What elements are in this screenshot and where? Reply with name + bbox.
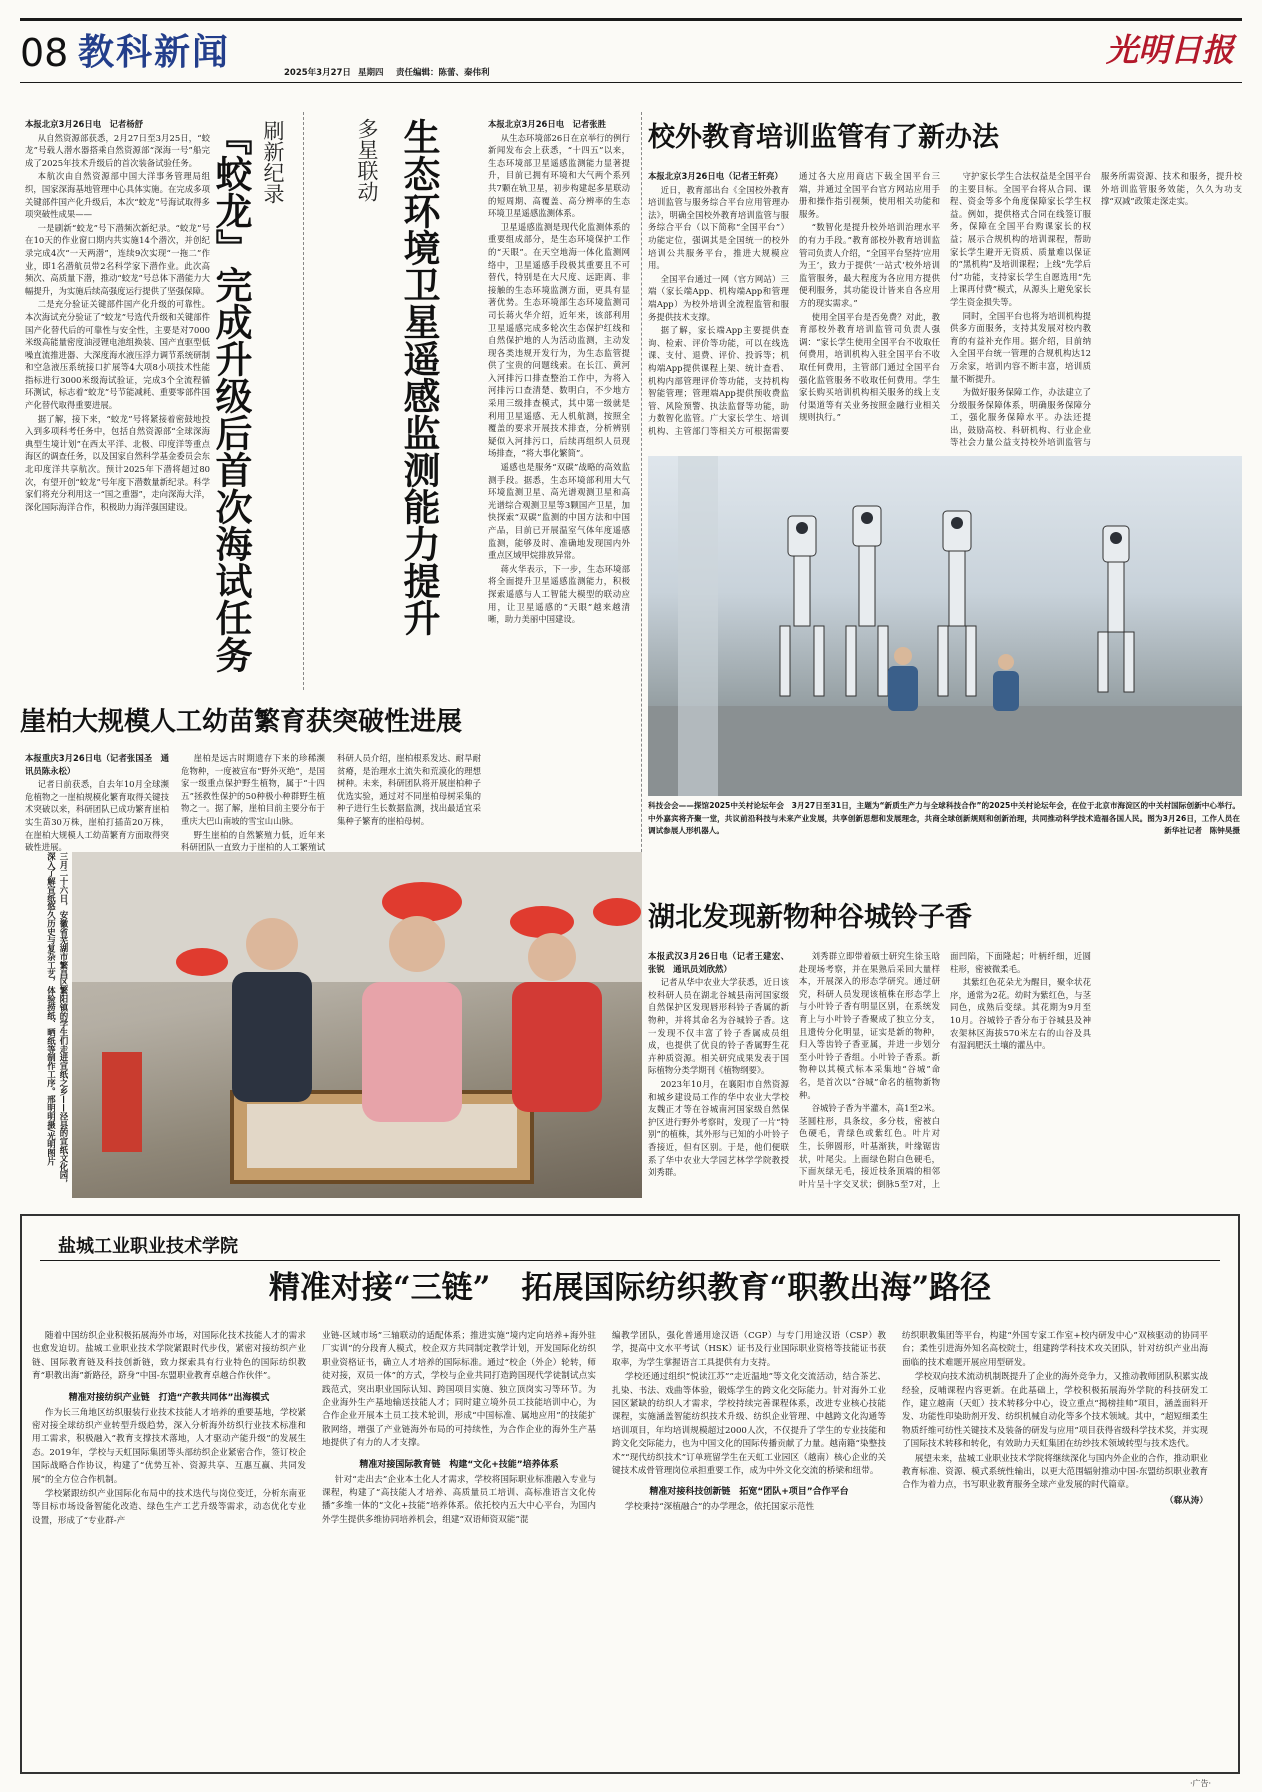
advertorial-para: 学校双向技术流动机制既提升了企业的海外竞争力，又推动教师团队积累实战经验，反哺课程内容更新。在此基础上，学校积极拓展海外学院的科技研发工作，建立越南（天虹）技术转移分中心，设立重点“揭榜挂帅”项目，涵盖面料开发、功能性印染助剂开发、纺织机械自动化等多个技术领域。其中，“超短细柔生物质纤维可纺性关键技术及装备的研发与应用”项目获得省级科学技术奖，并实现了国际技术转移和转化，有效助力天虹集团在纺纱技术领域转型与技术迭代。: [902, 1372, 1208, 1450]
advertorial-para: 学校还通过组织“悦读江苏”“走近温地”等文化交流活动，结合茶艺、扎染、书法、戏曲等体验，锻炼学生的跨文化交际能力。针对海外工业园区紧缺的纺织人才需求，学校持续完善课程体系，改进专业核心技能课程，实施涵盖智能纺织技术升级、纺织企业管理、中越跨文化沟通等培训项目，年均培训规模超过2000人次，不仅提升了学生的专业技能和跨文化交际能力，也为中国文化的国际传播贡献了力量。越南籍“染整技术”“现代纺织技术”订单班留学生在天虹工业园区（越南）核心企业的关键技术成骨管理岗位承担重要工作，成为中外文化交流的桥梁和纽带。: [612, 1372, 886, 1477]
education-para: “数智化是提升校外培训治理水平的有力手段。”教育部校外教育培训监管司负责人介绍，“全国平台坚持‘应用为王’，致力于提供‘一站式’校外培训监管服务，最大程度为各应用方提供便利服务，其功能设计皆来自各应用方的现实需求。”: [799, 222, 940, 308]
hubei-para: 刘秀群立即带着硕士研究生徐玉晗赴现场考察，并在果熟后采回大量样本，开展深入的形态学研究。通过研究，科研人员发现该植株在形态学上与小叶铃子香有明显区别，在系统发育上与小叶铃子香聚成了独立分支，且遗传分化明显，证实是新的物种，归入等齿铃子香亚属，并进一步划分至小叶铃子香组。小叶铃子香系。新物种以其模式标本采集地“谷城”命名，是首次以“谷城”命名的植物新物种。: [799, 951, 940, 1100]
advertorial-subhead-1: 精准对接纺织产业链 打造“产教共同体”出海模式: [68, 1392, 270, 1403]
section-title: 教科新闻: [78, 32, 231, 73]
paper-caption-text: 三月二十六日，安徽省芜湖市繁昌区繁阳镇的学生们走进宣纸之乡——泾县的宣纸文化园，深入了解宣纸悠久历史与复杂工艺，体验捞纸、晒纸等制作工序。: [46, 852, 69, 1188]
jiaolong-para: 二是充分验证关键部件国产化升级的可靠性。本次海试充分验证了“蛟龙”号选代升级和关键部件国产化替代后的可靠性与安全性，主要是对7000米级高能量密度油浸锂电池组换装、国产直驱型低噪直流推进器、大深度海水液压浮力调节系统研制和空急液压系统接口扩展等4大项8小项技术性能指标进行3000米级海试验证，完成3个全流程循环测试，标志着“蛟龙”号节能减耗、重要零部件国产化替代取得重要进展。: [25, 299, 210, 411]
satellite-para: 蒋火华表示，下一步，生态环境部将全面提升卫星遥感监测能力，积极探索遥感与人工智能大模型的联动应用，让卫星遥感的“天眼”越来越清晰，助力美丽中国建设。: [488, 563, 630, 625]
hubei-para: 记者从华中农业大学获悉，近日该校科研人员在湖北谷城县南河国家级自然保护区发现唇形科铃子香属的新物种，并将其命名为谷城铃子香。这一发现不仅丰富了铃子香属成员组成，也提供了优良的铃子香属野生花卉种质资源。相关研究成果发表于国际植物分类学期刊《植物纲要》。: [648, 977, 789, 1076]
advertorial-col-1: [32, 1330, 306, 1529]
robot-credit: 新华社记者 陈钟昊摄: [1164, 826, 1240, 835]
hubei-body: [648, 950, 1242, 1200]
hubei-para: 其紫红色花朵尤为醒目，聚伞状花序，通常为2花。幼时为紫红色，与茎同色，成熟后变绿。其花期为9月至10月。谷城铃子香分布于谷城县及神农架林区海拔570米左右的山谷及具有湿润肥沃土壤的灌丛中。: [950, 977, 1091, 1051]
advertorial-para: 纺织职教集团等平台，构建“外国专家工作室+校内研发中心”双核驱动的协同平台；柔性引进海外知名高校院士，组建跨学科技术攻关团队，针对纺织产业出海面临的技术难题开展应用型研发。: [902, 1331, 1208, 1368]
advertorial-para: 作为长三角地区纺织服装行业技术技能人才培养的重要基地，学校紧密对接全球纺织产业转型升级趋势，深入分析海外纺织行业技术标准和用工需求，积极融入“教育支撑技术落地，人才驱动产能升级”的发展生态。2019年，学校与天虹国际集团等头部纺织企业紧密合作，签订校企国际战略合作协议，构建了“优势互补、资源共享、互惠互赢、共同发展”的全方位合作机制。: [32, 1407, 306, 1485]
jiaolong-para: 从自然资源部获悉，2月27日至3月25日，“蛟龙”号载人潜水器搭乘自然资源部“深海一号”船完成了2025年技术升级后的首次装备试验任务。: [25, 132, 210, 168]
robot-caption: [648, 800, 1240, 838]
column-divider: [641, 112, 642, 872]
yabai-para: 崖柏是远古时期遗存下来的珍稀濒危物种，一度被宣布“野外灭绝”，是国家一级重点保护野生植物，属于“十四五”拯救性保护的50种极小种群野生植物之一。据了解，崖柏目前主要分布于重庆大巴山南坡的雪宝山山脉。: [181, 753, 325, 826]
education-para: 全国平台通过一网（官方网站）三端（家长端App、机构端App和管理端App）为校外培训全流程监管和服务提供技术支撑。: [648, 273, 789, 322]
advertorial-subhead-3: 精准对接科技创新链 拓宽“团队+项目”合作平台: [649, 1487, 849, 1498]
advertorial-author: （郗从涛）: [1165, 1495, 1208, 1506]
ad-mark: ·广告·: [1190, 1779, 1212, 1788]
education-para: 近日，教育部出台《全国校外教育培训监管与服务综合平台应用管理办法》，明确全国校外教育培训监管与服务综合平台（以下简称“全国平台”）功能定位，强调其是全国统一的校外培训公共服务平台，推进大规模应用。: [648, 184, 789, 271]
editors: 责任编辑：陈蕾、秦伟利: [396, 68, 490, 78]
advertorial-para: 学校秉持“深植融合”的办学理念，依托国家示范性: [624, 1502, 815, 1513]
issue-weekday: 星期四: [358, 68, 384, 78]
advertorial-para: 学校紧跟纺织产业国际化布局中的技术迭代与岗位变迁，分析东南亚等目标市场设备智能化改造、绿色生产工艺升级等需求，动态优化专业设置，形成了“专业群-产: [32, 1489, 306, 1526]
page-number: 08: [20, 31, 69, 75]
hubei-dateline: 本报武汉3月26日电（记者王建宏、张锐 通讯员刘欣然）: [648, 951, 789, 974]
jiaolong-para: 一是刷新“蛟龙”号下潜频次新纪录。“蛟龙”号在10天的作业窗口期内共实施14个潜次，并创纪录完成4次“一天两潜”，连续9次实现“一拖二”作业，即1名潜航员带2名科学家下潜作业。此次高频次、高质量下潜，推动“蛟龙”号总体下潜能力大幅提升，为实施后续高强度运行提供了坚强保障。: [25, 222, 210, 296]
robot-photo-illustration: [648, 456, 1242, 796]
satellite-para: 遥感也是服务“双碳”战略的高效监测手段。据悉，生态环境部利用大气环境监测卫星、高光谱观测卫星和高光谱综合观测卫星等3颗国产卫星，加快探索“双碳”监测的中国方法和中国产品，目前已开展温室气体年度遥感监测，能够及时、准确地发现国内外重点区域甲烷排放异常。: [488, 462, 630, 561]
jiaolong-kicker: 刷新纪录: [261, 120, 285, 204]
education-para: 据了解，家长端App主要提供查询、检索、评价等功能，可以在线选课、支付、退费、评价、投诉等；机构端App提供课程上架、统计查看、机构内部管理评价等功能，支持机构智能管理；管理端App提供预收费监管、风险预警、执法监督等功能，助力数智化监管。广大家长学生、培训机构、主管部门等相关方可根据需要通过各大应用商店下载全国平台三端，并通过全国平台官方网站应用手册和操作指引视频，使用相关功能和服务。: [648, 171, 940, 436]
advertorial-subhead-2: 精准对接国际教育链 构建“文化+技能”培养体系: [359, 1459, 559, 1470]
satellite-para: 卫星遥感监测是现代化监测体系的重要组成部分，是生态环境保护工作的“天眼”。在天空地海一体化监测网络中，卫星遥感手段极其重要且不可替代，特别是在大尺度、远距离、非接触的生态环境监测方面，更具有显著优势。生态环境部生态环境监测司司长蒋火华介绍，近年来，该部利用卫星遥感完成多轮次生态保护红线和自然保护地的人为活动监测，主动发现各类违规开发行为，为生态监管提供了宝贵的问题线索。在长江、黄河入河排污口排查整治工作中，为将入河排污口查清楚、数明白，不少地方采用三级排查模式，其中第一级就是利用卫星遥感、无人机航测，按照全覆盖的要求开展技术排查，分析辨别疑似入河排污口，后续再组织人员现场排查，“将大事化繁简”。: [488, 221, 630, 459]
robot-caption-text: 科技会会——探馆2025中关村论坛年会 3月27日至31日，主题为“新质生产力与全球科技合作”的2025中关村论坛年会，在位于北京市海淀区的中关村国际创新中心举行。中外嘉宾将齐聚一堂，共议前沿科技与未来产业发展，共享创新思想和发展理念，共商全球创新规则和创新治理，共同推动科学技术造福各国人民。图为3月26日，工作人员在调试参展人形机器人。: [648, 801, 1240, 835]
yabai-para: 野生崖柏的自然繁殖力低，近年来科研团队一直致力于崖柏的人工繁殖试 科研人员介绍，崖柏根系发达、耐旱耐贫瘠，是治理水土流失和荒漠化的理想树种。未来，科研团队将开展崖柏种子优选实验，通过对不同崖柏母树采集的种子进行生长数据监测，找出最适宜采集种子繁育的崖柏母树。: [181, 753, 481, 853]
top-rule: [20, 18, 1242, 21]
education-para: 使用全国平台是否免费？对此，教育部校外教育培训监管司负责人强调：“家长学生使用全国平台不收取任何费用，培训机构入驻全国平台不收取任何费用，主管部门通过全国平台强化监管服务不收取任何费用。学生家长购买培训机构相关服务的线上支付渠道等有关业务按照金融行业相关规则执行。”: [799, 311, 940, 423]
advertorial-col-2: [322, 1330, 596, 1528]
yabai-dateline: 本报重庆3月26日电（记者张国圣 通讯员陈永松）: [25, 753, 169, 776]
robot-photo: [648, 456, 1242, 796]
advertorial-col-4: [902, 1330, 1208, 1506]
newspaper-logo: 光明日报: [1106, 31, 1235, 69]
column-divider: [303, 112, 304, 690]
satellite-headline: 生态环境卫星遥感监测能力提升: [397, 118, 440, 636]
jiaolong-dateline: 本报北京3月26日电 记者杨舒: [25, 119, 143, 129]
jiaolong-para: 据了解，接下来，“蛟龙”号将紧接着密鼓地投入到多项科考任务中，包括自然资源部“全球深海典型生境计划”在西太平洋、北极、印度洋等重点海区的调查任务，以及国家自然科学基金委员会东北印度洋共享航次。预计2025年下潜将超过80次，有望开创“蛟龙”号年度下潜数量新纪录。科学家们将充分利用这一“国之重器”，走向深海大洋，深化国际海洋合作，积极助力海洋强国建设。: [25, 413, 210, 512]
header-rule: [20, 82, 1242, 83]
advertorial-col-3: [612, 1330, 886, 1516]
paper-caption: [20, 852, 70, 1192]
satellite-kicker: 多星联动: [355, 118, 379, 202]
paper-credit: 邢明明摄/光明图片: [46, 1095, 57, 1166]
jiaolong-headline: 『蛟龙』完成升级后首次海试任务: [209, 118, 252, 673]
school-name: 盐城工业职业技术学院: [58, 1236, 238, 1257]
satellite-dateline: 本报北京3月26日电 记者张胜: [488, 119, 606, 129]
advertorial-para: 编教学团队，强化普通用途汉语（CGP）与专门用途汉语（CSP）教学，提高中文水平考试（HSK）证书及行业国际职业资格等技能证书获取率，为学生掌握语言工具提供有力支持。: [612, 1331, 886, 1368]
hubei-headline: 湖北发现新物种谷城铃子香: [648, 902, 972, 933]
advertorial-headline: 精准对接“三链” 拓展国际纺织教育“职教出海”路径: [268, 1270, 992, 1306]
hubei-para: 2023年10月，在襄阳市自然资源和城乡建设局工作的华中农业大学校友魏正才等在谷城南河国家级自然保护区进行野外考察时，发现了一片“特别”的植株，其外形与已知的小叶铃子香接近，但有区别。于是，他们便联系了华中农业大学园艺林学学院教授刘秀群。: [648, 1078, 789, 1178]
education-para: 同时，全国平台也将为培训机构提供多方面服务，支持其发展对校内教育的有益补充作用。据介绍，目前纳入全国平台统一管理的合规机构达12万余家，培训内容不断丰富，培训质量不断提升。: [950, 310, 1091, 384]
education-dateline: 本报北京3月26日电（记者王轩亮）: [648, 171, 783, 181]
advertorial-para: 展望未来，盐城工业职业技术学院将继续深化与国内外企业的合作，推动职业教育标准、资源、模式系统性输出，以更大范围辐射推动中国-东盟纺织职业教育合作为着力点，书写职业教育服务全球产业发展的时代篇章。: [902, 1453, 1208, 1491]
advertorial-rule: [40, 1260, 1220, 1261]
advertorial-para: 业链-区域市场”三轴联动的适配体系；推进实施“境内定向培养+海外驻厂实训”的分段育人模式，校企双方共同制定教学计划，开发国际化纺织职业资格证书，确立人才培养的国际标准。通过“校企（外企）轮转，师徒对接，双员一体”的方式，学校与企业共同打造跨国现代学徒制试点实践范式，突出职业国际认知、跨国项目实施、独立顶岗实习等环节。为企业海外生产基地输送技能人才；同时建立境外员工技能培训中心，为合作企业开展本土员工技术轮训，形成“中国标准、属地应用”的技能扩散网络，增强了产业链海外布局的可持续性，为合作企业的海外生产基地提供了有力的人才支撑。: [322, 1331, 596, 1449]
advertorial-para: 针对“走出去”企业本土化人才需求，学校将国际职业标准融入专业与课程，构建了“高技能人才培养、高质量员工培训、高标准语言文化传播”多维一体的“文化+技能”培养体系。依托校内五大中心平台，为国内外学生提供多维协同培养机会，组建“双语师资双能”混: [322, 1474, 596, 1525]
jiaolong-para: 本航次由自然资源部中国大洋事务管理局组织，国家深海基地管理中心具体实施。在完成多项关键部件国产化升级后，本次“蛟龙”号海试取得多项突破性成果——: [25, 171, 210, 220]
issue-date: 2025年3月27日: [284, 68, 351, 78]
satellite-para: 从生态环境部26日在京举行的例行新闻发布会上获悉，“十四五”以来，生态环境部卫星遥感监测能力显著提升，目前已拥有环境和大气两个系列共7颗在轨卫星，初步构建起多星联动的短周期、高覆盖、高分辨率的生态环境卫星遥感监测体系。: [488, 132, 630, 219]
education-headline: 校外教育培训监管有了新办法: [648, 122, 999, 153]
paper-photo-illustration: [72, 852, 642, 1198]
satellite-body: [488, 118, 630, 627]
yabai-headline: 崖柏大规模人工幼苗繁育获突破性进展: [20, 707, 463, 737]
advertorial-para: 随着中国纺织企业积极拓展海外市场，对国际化技术技能人才的需求也愈发迫切。盐城工业职业技术学院紧跟时代步伐，紧密对接纺织产业链、国际教育链及科技创新链，致力探索具有行业特色的国际纺织教育“职教出海”新路径，跻身“中国-东盟职业教育卓越合作伙伴”。: [32, 1331, 306, 1382]
hubei-para: 谷城铃子香为半灌木，高1至2米。茎圆柱形，具条纹，多分枝，密被白色硬毛，青绿色或紫红色。叶片对生，长卵圆形，叶基渐狭，叶缘锯齿状，叶尾尖。上面绿色附白色硬毛，下面灰绿无毛，接近枝条顶端的相邻叶片呈十字交叉状；倒脉5至7对，上面凹陷，下面隆起；叶柄纤细，近圆柱形，密被微柔毛。: [799, 951, 1091, 1189]
yabai-para: 记者日前获悉，自去年10月全球濒危植物之一崖柏规模化繁育取得关键技术突破以来，科研团队已成功繁育崖柏实生苗30万株，崖柏打插苗20万株，在崖柏大规模人工幼苗繁育方面取得突破性进展。: [25, 779, 169, 853]
jiaolong-body: [25, 118, 210, 514]
education-para: 为做好服务保障工作，办法建立了分级服务保障体系，明确服务保障分工，强化服务保障水平。办法还提出，鼓励高校、科研机构、行业企业等社会力量公益支持校外培训监管与服务所需资源、技术和服务，提升校外培训监管服务效能，久久为功支撑“双减”政策走深走实。: [950, 171, 1242, 448]
education-body: [648, 170, 1242, 450]
paper-making-photo: [72, 852, 642, 1198]
education-para: 守护家长学生合法权益是全国平台的主要目标。全国平台将从合同、课程、资金等多个角度保障家长学生权益。例如，提供格式合同在线签订服务，保障在全国平台购课家长的权益；展示合规机构的培训课程，帮助家长学生避开无资质、质量难以保证的“黑机构”及培训课程；上线“先学后付”功能，支持家长学生自愿选用“先上课再付费”模式，从源头上避免家长学生资金损失等。: [950, 171, 1091, 307]
